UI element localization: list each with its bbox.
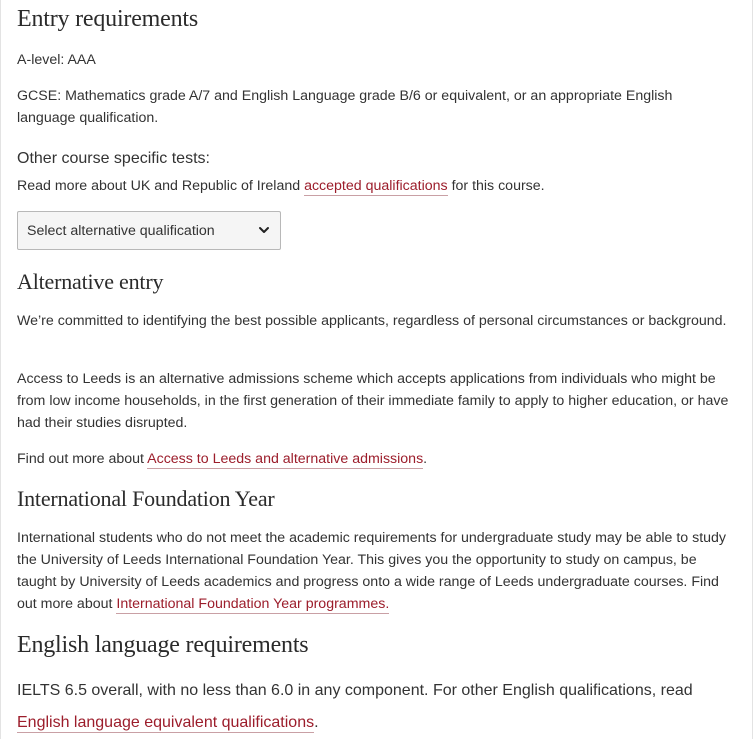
accepted-qualifications-suffix: for this course. — [447, 178, 545, 194]
access-to-leeds-description: Access to Leeds is an alternative admissions scheme which accepts applications from individuals who might be from low income households, in the first generation of their immediate family to apply to higher education, or have had their studies disrupted. — [17, 371, 729, 431]
english-requirements-heading: English language requirements — [17, 632, 309, 658]
gcse-text: GCSE: Mathematics grade A/7 and English Language grade B/6 or equivalent, or an appropriate English language qualification. — [17, 88, 673, 126]
access-to-leeds-paragraph — [17, 448, 732, 470]
alternative-qualification-select[interactable] — [17, 211, 281, 250]
select-value: Select alternative qualification — [27, 222, 215, 239]
english-requirements-suffix: . — [314, 714, 319, 731]
access-to-leeds-prefix: Find out more about — [17, 451, 148, 467]
foundation-year-heading: International Foundation Year — [17, 486, 275, 511]
other-tests-label: Other course specific tests: — [17, 150, 210, 167]
accepted-qualifications-link[interactable]: accepted qualifications — [304, 178, 448, 194]
foundation-year-paragraph — [17, 527, 732, 615]
foundation-year-text: International students who do not meet the academic requirements for undergraduate study may be able to study the University of Leeds International Foundation Year. This gives you the opportunity to study on campus, be taught by University of Leeds academics and progress onto a wide range of Leeds undergraduate courses. Find out more about — [17, 530, 727, 612]
foundation-year-link[interactable]: International Foundation Year programmes. — [116, 596, 390, 612]
chevron-down-icon — [258, 224, 270, 236]
alevel-text: A-level: AAA — [17, 52, 96, 68]
accepted-qualifications-paragraph — [17, 175, 732, 197]
alternative-entry-intro: We’re committed to identifying the best possible applicants, regardless of personal circumstances or background. — [17, 313, 727, 329]
alternative-entry-heading: Alternative entry — [17, 269, 164, 294]
english-requirements-paragraph — [17, 675, 732, 739]
accepted-qualifications-prefix: Read more about UK and Republic of Ireland — [17, 178, 305, 194]
entry-requirements-heading: Entry requirements — [17, 6, 199, 32]
english-equivalent-link[interactable]: English language equivalent qualifications — [17, 714, 315, 731]
ielts-text: IELTS 6.5 overall, with no less than 6.0 in any component. For other English qualifications, read — [17, 682, 693, 699]
access-to-leeds-suffix: . — [423, 451, 428, 467]
access-to-leeds-link[interactable]: Access to Leeds and alternative admissions — [147, 451, 424, 467]
